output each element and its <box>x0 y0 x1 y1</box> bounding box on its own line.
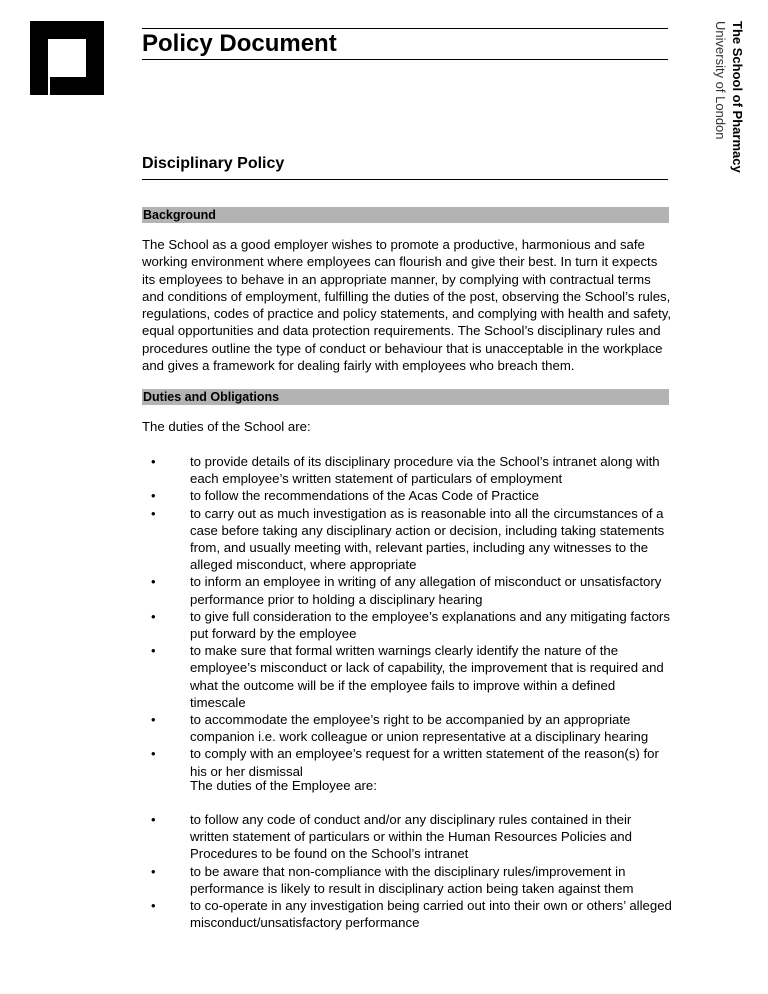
list-item: • to follow the recommendations of the Acas Code of Practice <box>142 487 672 504</box>
list-item: • to be aware that non-compliance with the disciplinary rules/improvement in performance is likely to result in disciplinary action being taken against them <box>142 863 672 897</box>
section-heading-background: Background <box>142 207 669 223</box>
school-logo <box>30 21 104 95</box>
list-item: • to accommodate the employee’s right to be accompanied by an appropriate companion i.e. work colleague or union representative at a disciplinary hearing <box>142 711 672 745</box>
school-duties-list <box>142 453 672 780</box>
brand-name: The School of Pharmacy <box>730 21 745 173</box>
list-item: • to make sure that formal written warnings clearly identify the nature of the employee’s misconduct or lack of capability, the improvement that is required and what the outcome will be if the employee fails to improve within a defined timescale <box>142 642 672 711</box>
list-item: • to inform an employee in writing of any allegation of misconduct or unsatisfactory performance prior to holding a disciplinary hearing <box>142 573 672 607</box>
document-title: Policy Document <box>142 30 337 57</box>
brand-vertical <box>713 21 745 173</box>
background-paragraph: The School as a good employer wishes to promote a productive, harmonious and safe working environment where employees can flourish and give their best. In turn it expects its employees to behave in an appropriate manner, by complying with contractual terms and conditions of employment, fulfilling the duties of the post, observing the School’s rules, regulations, codes of practice and policy statements, and complying with health and safety, equal opportunities and data protection requirements. The School’s disciplinary rules and procedures outline the type of conduct or behaviour that is unacceptable in the workplace and gives a framework for dealing fairly with employees who breach them. <box>142 237 672 374</box>
list-item: • to give full consideration to the employee’s explanations and any mitigating factors put forward by the employee <box>142 608 672 642</box>
list-item: • to follow any code of conduct and/or any disciplinary rules contained in their written statement of particulars or within the Human Resources Policies and Procedures to be found on the School’s intranet <box>142 811 672 863</box>
list-item: • to provide details of its disciplinary procedure via the School’s intranet along with each employee’s written statement of particulars of employment <box>142 453 672 487</box>
list-item: • to co-operate in any investigation being carried out into their own or others’ alleged misconduct/unsatisfactory performance <box>142 897 672 931</box>
header-bottom-rule <box>142 59 668 60</box>
employee-duties-list <box>142 811 672 931</box>
section-heading-duties: Duties and Obligations <box>142 389 669 405</box>
policy-title-rule <box>142 179 668 180</box>
brand-subtitle: University of London <box>713 21 728 140</box>
policy-title: Disciplinary Policy <box>142 155 285 172</box>
school-duties-intro: The duties of the School are: <box>142 419 311 434</box>
list-item: • to carry out as much investigation as is reasonable into all the circumstances of a case before taking any disciplinary action or decision, including taking statements from, and usually meeting with, relevant parties, including any witnesses to the alleged misconduct, where appropriate <box>142 505 672 574</box>
list-item: • to comply with an employee’s request for a written statement of the reason(s) for his or her dismissal <box>142 745 672 779</box>
employee-duties-intro: The duties of the Employee are: <box>190 778 377 793</box>
